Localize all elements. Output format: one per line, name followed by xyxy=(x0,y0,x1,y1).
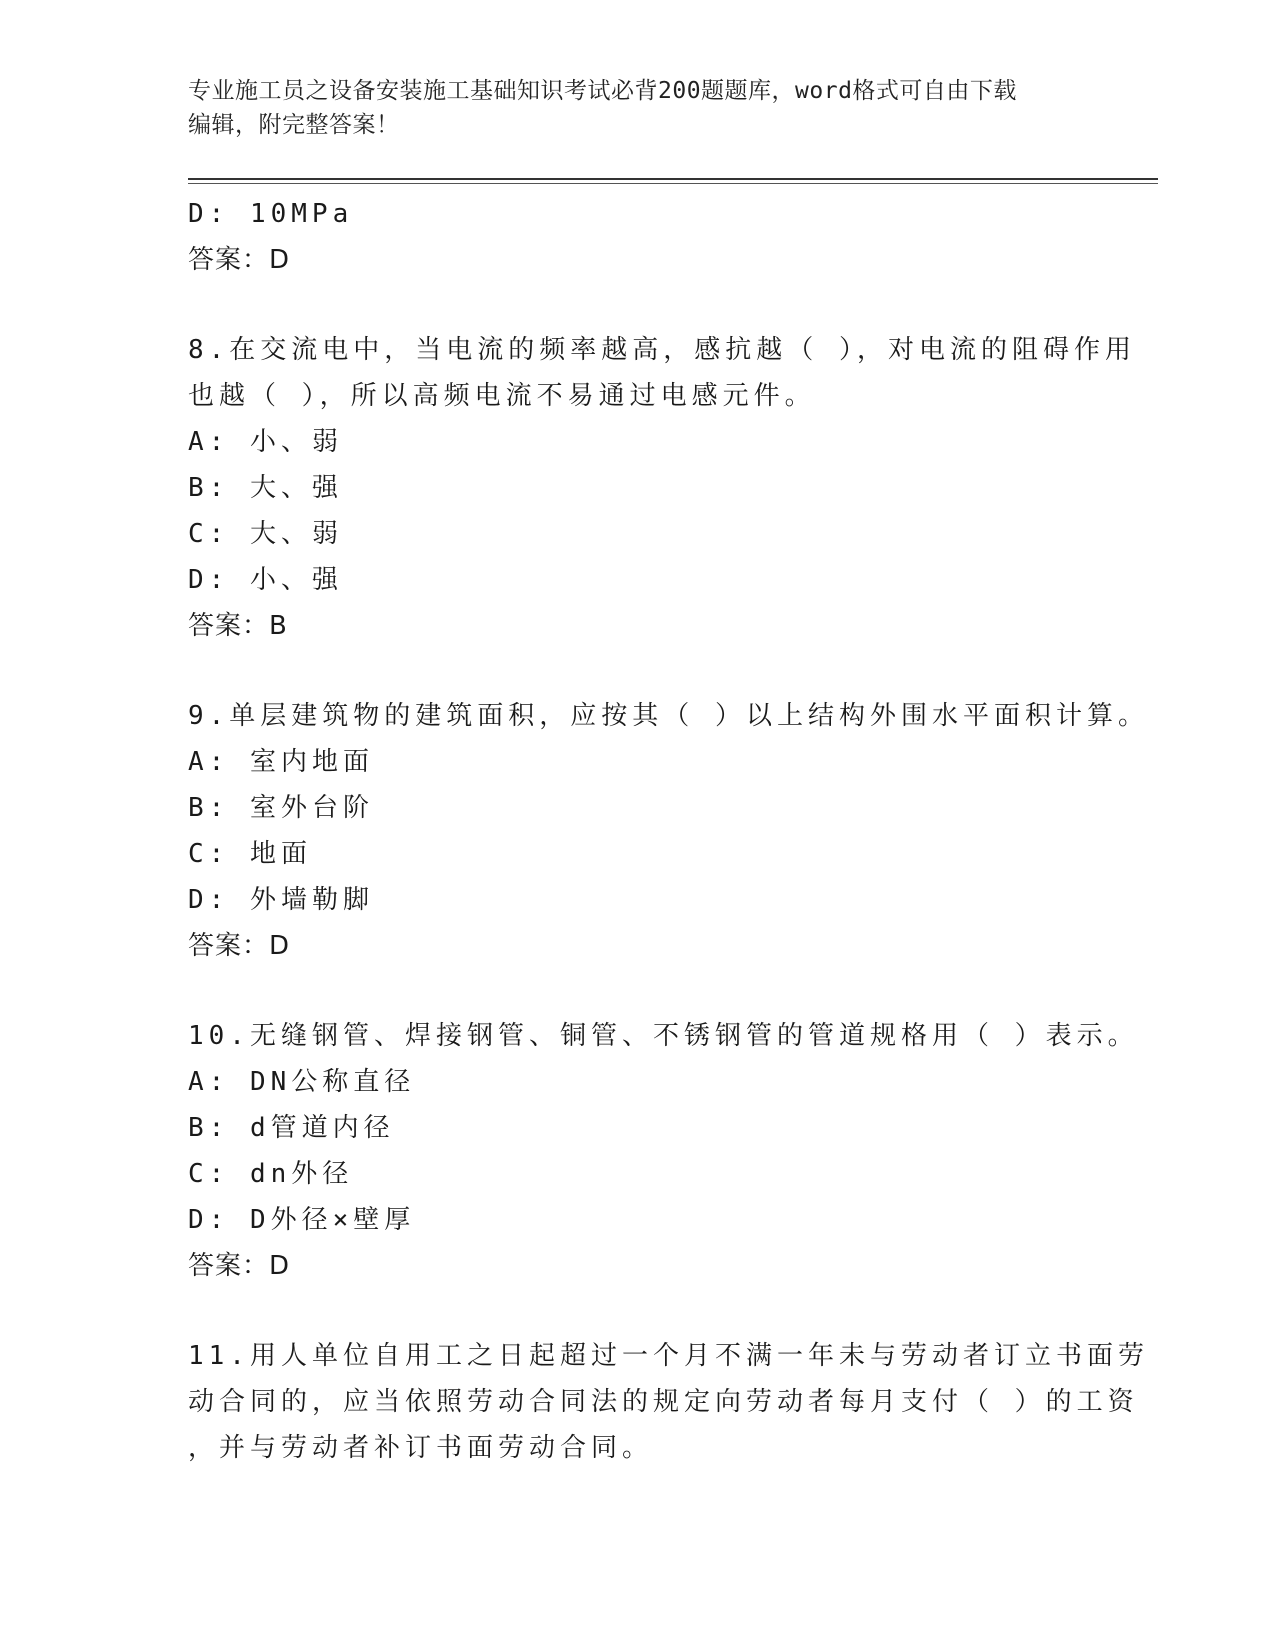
document-header xyxy=(188,74,1088,142)
header-title-line-1: 专业施工员之设备安装施工基础知识考试必背200题题库，word格式可自由下载 xyxy=(188,78,1017,104)
spacer xyxy=(188,1289,1088,1333)
header-title-line-2: 编辑，附完整答案！ xyxy=(188,112,400,138)
option-a: A: DN公称直径 xyxy=(188,1067,416,1097)
question-stem: 8.在交流电中，当电流的频率越高，感抗越（ ），对电流的阻碍作用 xyxy=(188,335,1136,365)
question-8 xyxy=(188,327,1136,649)
answer-line: 答案：D xyxy=(188,1251,291,1281)
question-10 xyxy=(188,1013,1139,1289)
question-stem: 10.无缝钢管、焊接钢管、铜管、不锈钢管的管道规格用（ ）表示。 xyxy=(188,1021,1139,1051)
question-stem: 也越（ ），所以高频电流不易通过电感元件。 xyxy=(188,381,816,411)
option-c: C: 地面 xyxy=(188,839,312,869)
question-stem: 动合同的，应当依照劳动合同法的规定向劳动者每月支付（ ）的工资 xyxy=(188,1387,1139,1417)
option-b: B: 大、强 xyxy=(188,473,343,503)
answer-line: 答案：D xyxy=(188,245,291,275)
option-d: D: D外径×壁厚 xyxy=(188,1205,416,1235)
question-11 xyxy=(188,1333,1149,1471)
option-a: A: 小、弱 xyxy=(188,427,343,457)
option-a: A: 室内地面 xyxy=(188,747,374,777)
option-c: C: dn外径 xyxy=(188,1159,354,1189)
option-d: D: 10MPa xyxy=(188,199,354,229)
option-b: B: d管道内径 xyxy=(188,1113,395,1143)
question-stem: 9.单层建筑物的建筑面积，应按其（ ）以上结构外围水平面积计算。 xyxy=(188,701,1149,731)
option-c: C: 大、弱 xyxy=(188,519,343,549)
option-d: D: 外墙勒脚 xyxy=(188,885,374,915)
header-divider-thin xyxy=(188,183,1158,184)
answer-line: 答案：D xyxy=(188,931,291,961)
option-d: D: 小、强 xyxy=(188,565,343,595)
question-9 xyxy=(188,693,1149,969)
answer-line: 答案：B xyxy=(188,611,288,641)
option-b: B: 室外台阶 xyxy=(188,793,374,823)
question-list xyxy=(188,191,1149,1471)
question-stem: ，并与劳动者补订书面劳动合同。 xyxy=(188,1433,654,1463)
header-divider-thick xyxy=(188,178,1158,180)
spacer xyxy=(188,649,1088,693)
spacer xyxy=(188,283,1088,327)
question-stem: 11.用人单位自用工之日起超过一个月不满一年未与劳动者订立书面劳 xyxy=(188,1341,1149,1371)
spacer xyxy=(188,969,1088,1013)
